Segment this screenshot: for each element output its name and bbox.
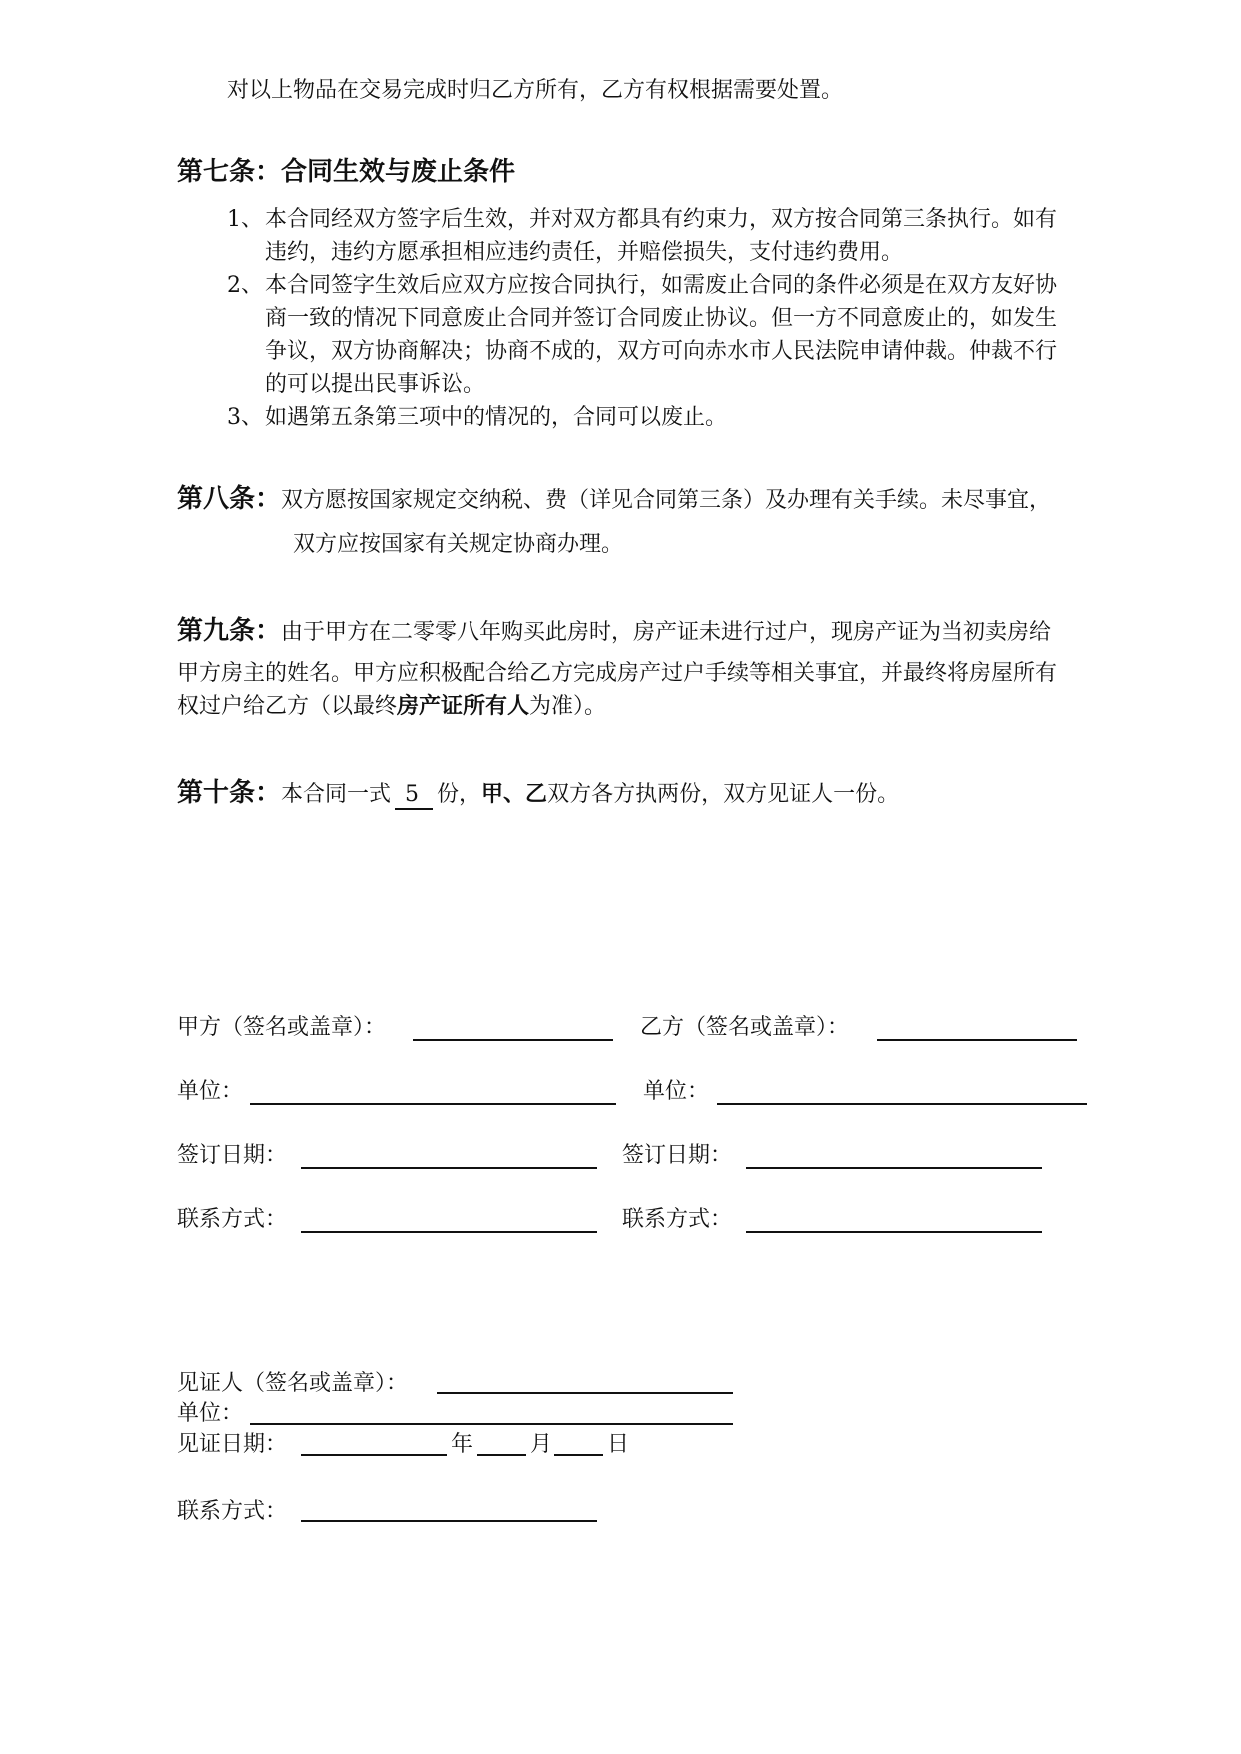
article8-text: 双方愿按国家规定交纳税、费（详见合同第三条）及办理有关手续。未尽事宜， — [281, 488, 1052, 513]
article9-line2: 甲方房主的姓名。甲方应积极配合给乙方完成房产过户手续等相关事宜，并最终将房屋所有 — [177, 661, 1058, 686]
witness-day-label: 日 — [607, 1432, 630, 1457]
item-line: 的可以提出民事诉讼。 — [265, 372, 486, 397]
witness-contact-line[interactable] — [301, 1520, 597, 1522]
article10-line — [177, 772, 899, 810]
article10-mid: 份， — [437, 782, 482, 807]
witness-year-line[interactable] — [301, 1454, 447, 1456]
party-a-date-line[interactable] — [301, 1167, 597, 1169]
article9-text: 由于甲方在二零零八年购买此房时，房产证未进行过户，现房产证为当初卖房给 — [281, 620, 1052, 645]
article9-line3-pre: 权过户给乙方（以最终 — [177, 694, 398, 719]
item-line: 商一致的情况下同意废止合同并签订合同废止协议。但一方不同意废止的，如发生 — [265, 306, 1058, 331]
item-number: 3、 — [227, 405, 263, 430]
witness-contact-label: 联系方式： — [177, 1499, 288, 1524]
witness-year-label: 年 — [451, 1432, 474, 1457]
article9-line3-bold: 房产证所有人 — [397, 693, 530, 719]
party-b-date-line[interactable] — [746, 1167, 1042, 1169]
party-a-sign-label: 甲方（签名或盖章）： — [177, 1015, 387, 1040]
witness-sign-line[interactable] — [437, 1392, 733, 1394]
party-a-unit-label: 单位： — [177, 1079, 244, 1104]
article8-label: 第八条： — [177, 484, 282, 514]
item-number: 2、 — [227, 273, 263, 298]
witness-month-label: 月 — [530, 1432, 553, 1457]
party-b-sign-label: 乙方（签名或盖章）： — [640, 1015, 850, 1040]
party-b-sign-line[interactable] — [877, 1039, 1077, 1041]
article10-label: 第十条： — [177, 778, 282, 808]
witness-unit-label: 单位： — [177, 1401, 244, 1426]
party-a-date-label: 签订日期： — [177, 1143, 288, 1168]
item-line: 违约，违约方愿承担相应违约责任，并赔偿损失，支付违约费用。 — [265, 240, 904, 265]
party-a-contact-label: 联系方式： — [177, 1207, 288, 1232]
party-b-unit-label: 单位： — [643, 1079, 710, 1104]
party-a-contact-line[interactable] — [301, 1231, 597, 1233]
item-line: 本合同签字生效后应双方应按合同执行，如需废止合同的条件必须是在双方友好协 — [265, 273, 1058, 298]
article9-line3-post: 为准）。 — [529, 694, 607, 719]
article9-label: 第九条： — [177, 616, 282, 646]
witness-month-line[interactable] — [477, 1454, 526, 1456]
witness-date-label: 见证日期： — [177, 1432, 288, 1457]
article9-line3 — [177, 690, 606, 723]
intro-line: 对以上物品在交易完成时归乙方所有，乙方有权根据需要处置。 — [227, 78, 844, 103]
article9-line1 — [177, 610, 1051, 647]
article10-parties: 甲、乙 — [481, 781, 548, 807]
article8-line1 — [177, 478, 1051, 515]
party-a-sign-line[interactable] — [413, 1039, 613, 1041]
witness-sign-label: 见证人（签名或盖章）： — [177, 1371, 409, 1396]
copies-count: 5 — [395, 782, 433, 810]
article7-title: 第七条：合同生效与废止条件 — [177, 157, 516, 187]
item-line: 本合同经双方签字后生效，并对双方都具有约束力，双方按合同第三条执行。如有 — [265, 207, 1058, 232]
party-b-contact-label: 联系方式： — [622, 1207, 733, 1232]
article10-pre: 本合同一式 — [281, 782, 392, 807]
article10-post: 双方各方执两份，双方见证人一份。 — [547, 782, 900, 807]
party-b-date-label: 签订日期： — [622, 1143, 733, 1168]
witness-unit-line[interactable] — [250, 1423, 733, 1425]
witness-day-line[interactable] — [554, 1454, 603, 1456]
item-number: 1、 — [227, 207, 263, 232]
article8-line2: 双方应按国家有关规定协商办理。 — [293, 532, 624, 557]
item-line: 争议，双方协商解决；协商不成的，双方可向赤水市人民法院申请仲裁。仲裁不行 — [265, 339, 1058, 364]
party-b-contact-line[interactable] — [746, 1231, 1042, 1233]
party-b-unit-line[interactable] — [717, 1103, 1087, 1105]
party-a-unit-line[interactable] — [250, 1103, 616, 1105]
item-line: 如遇第五条第三项中的情况的，合同可以废止。 — [265, 405, 728, 430]
